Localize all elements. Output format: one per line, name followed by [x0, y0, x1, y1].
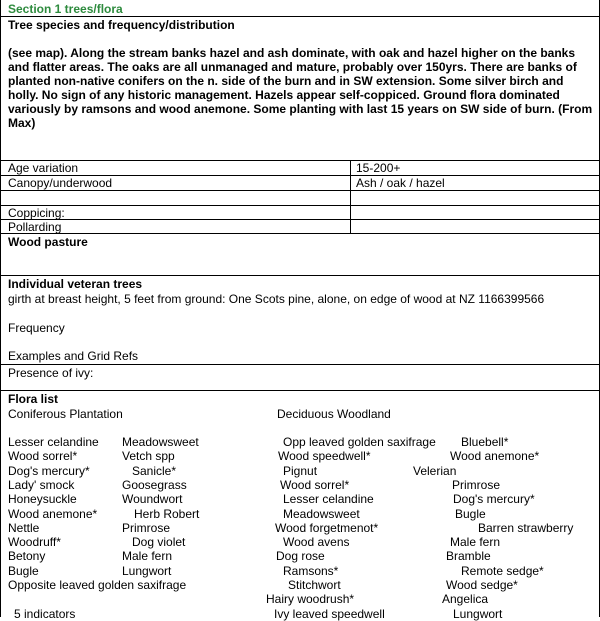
coniferous-species: Dog violet	[132, 535, 186, 549]
deciduous-species: Meadowsweet	[283, 507, 360, 521]
table-row-label: Canopy/underwood	[8, 176, 113, 190]
deciduous-species: Pignut	[283, 464, 318, 478]
coniferous-heading: Coniferous Plantation	[8, 407, 123, 421]
table-rule	[0, 190, 600, 191]
coniferous-species: Bugle	[8, 564, 39, 578]
deciduous-species: Bugle	[455, 507, 486, 521]
deciduous-species: Dog's mercury*	[453, 492, 535, 506]
deciduous-species: Velerian	[413, 464, 457, 478]
coniferous-species: Herb Robert	[134, 507, 200, 521]
deciduous-species: Ivy leaved speedwell	[274, 607, 385, 621]
veteran-girth: girth at breast height, 5 feet from ground: One Scots pine, alone, on edge of wood at NZ 1166399566	[8, 292, 545, 306]
deciduous-species: Wood speedwell*	[278, 449, 371, 463]
coniferous-species: Nettle	[8, 521, 40, 535]
deciduous-species: Bramble	[446, 549, 491, 563]
veteran-examples: Examples and Grid Refs	[8, 349, 139, 363]
deciduous-species: Wood avens	[283, 535, 350, 549]
section-title: Section 1 trees/flora	[8, 2, 123, 16]
table-row-label: Age variation	[8, 161, 79, 175]
deciduous-species: Wood sorrel*	[280, 478, 350, 492]
rule-line	[0, 390, 600, 391]
deciduous-species: Lesser celandine	[283, 492, 374, 506]
deciduous-species: Barren strawberry	[478, 521, 574, 535]
coniferous-species: Woodruff*	[8, 535, 61, 549]
deciduous-species: Wood forgetmenot*	[275, 521, 379, 535]
coniferous-species: 5 indicators	[14, 607, 76, 621]
deciduous-species: Remote sedge*	[461, 564, 544, 578]
rule-line	[0, 275, 600, 276]
table-row-value: 15-200+	[356, 161, 401, 175]
deciduous-species: Bluebell*	[461, 435, 509, 449]
table-row-label: Coppicing:	[8, 206, 65, 220]
species-heading: Tree species and frequency/distribution	[8, 18, 235, 32]
wood-pasture-heading: Wood pasture	[8, 235, 88, 249]
coniferous-species: Male fern	[122, 549, 173, 563]
coniferous-species: Woundwort	[122, 492, 183, 506]
deciduous-species: Wood sedge*	[446, 578, 518, 592]
table-divider	[350, 160, 351, 233]
coniferous-species: Meadowsweet	[122, 435, 199, 449]
rule-line	[0, 364, 600, 365]
species-description: (see map). Along the stream banks hazel and ash dominate, with oak and hazel higher on the banks and flatter areas. The oaks are all unmanaged and mature, probably over 150yrs. There are banks of planted non-native conifers on the n. side of the burn and in SW extension. Some silver birch and holly. No sign of any historic management. Hazels appear self-coppiced. Ground flora dominated variously by ramsons and wood anemone. Some planting with last 15 years on SW side of burn. (From Max)	[8, 46, 593, 130]
ivy-label: Presence of ivy:	[8, 366, 94, 380]
coniferous-species: Lesser celandine	[8, 435, 99, 449]
rule-line	[0, 16, 600, 17]
deciduous-species: Wood anemone*	[450, 449, 540, 463]
table-row-label: Pollarding	[8, 220, 62, 234]
coniferous-species: Lungwort	[122, 564, 172, 578]
veteran-heading: Individual veteran trees	[8, 277, 143, 291]
coniferous-species: Honeysuckle	[8, 492, 77, 506]
coniferous-species: Lady' smock	[8, 478, 75, 492]
coniferous-species: Primrose	[122, 521, 171, 535]
coniferous-species: Wood sorrel*	[8, 449, 78, 463]
table-rule	[0, 160, 600, 161]
deciduous-species: Ramsons*	[283, 564, 339, 578]
page-border-left	[0, 0, 1, 617]
table-rule	[0, 233, 600, 234]
coniferous-species: Wood anemone*	[8, 507, 98, 521]
deciduous-species: Dog rose	[276, 549, 325, 563]
flora-heading: Flora list	[8, 392, 59, 406]
deciduous-species: Male fern	[450, 535, 501, 549]
table-rule	[0, 205, 600, 206]
deciduous-species: Opp leaved golden saxifrage	[283, 435, 436, 449]
table-row-value: Ash / oak / hazel	[356, 176, 445, 190]
coniferous-species: Opposite leaved golden saxifrage	[8, 578, 187, 592]
table-rule	[0, 219, 600, 220]
deciduous-species: Hairy woodrush*	[266, 592, 355, 606]
veteran-frequency: Frequency	[8, 321, 65, 335]
coniferous-species: Betony	[8, 549, 46, 563]
coniferous-species: Dog's mercury*	[8, 464, 90, 478]
deciduous-species: Primrose	[452, 478, 501, 492]
coniferous-species: Goosegrass	[122, 478, 187, 492]
deciduous-species: Angelica	[442, 592, 489, 606]
coniferous-species: Vetch spp	[122, 449, 175, 463]
deciduous-heading: Deciduous Woodland	[277, 407, 391, 421]
deciduous-species: Stitchwort	[288, 578, 341, 592]
coniferous-species: Sanicle*	[132, 464, 177, 478]
deciduous-species: Lungwort	[453, 607, 503, 621]
